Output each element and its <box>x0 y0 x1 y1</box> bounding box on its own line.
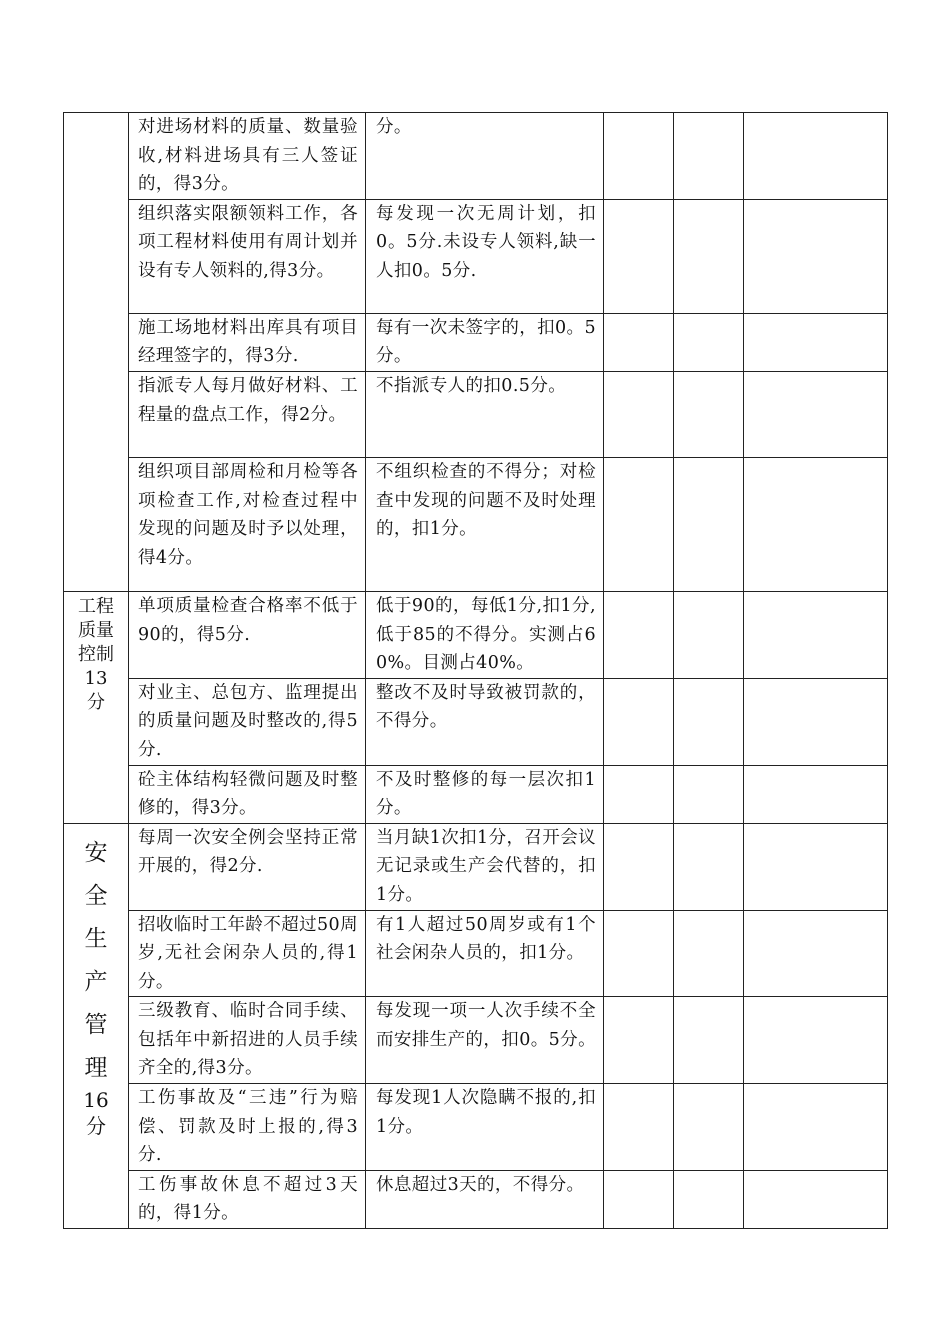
standard-cell: 单项质量检查合格率不低于90的，得5分. <box>129 591 366 678</box>
deduction-cell: 分。 <box>366 113 604 200</box>
remark-cell <box>744 678 888 765</box>
deduction-cell: 每发现1人次隐瞒不报的,扣1分。 <box>366 1084 604 1171</box>
remark-cell <box>744 1084 888 1171</box>
standard-cell: 指派专人每月做好材料、工程量的盘点工作，得2分。 <box>129 371 366 457</box>
table-row <box>64 113 888 200</box>
category-cell-empty <box>64 113 129 592</box>
category-cell-quality <box>64 591 129 823</box>
standard-cell: 组织落实限额领料工作，各项工程材料使用有周计划并设有专人领料的,得3分。 <box>129 199 366 313</box>
standard-cell: 对进场材料的质量、数量验收,材料进场具有三人签证的，得3分。 <box>129 113 366 200</box>
deduction-cell: 当月缺1次扣1分，召开会议无记录或生产会代替的，扣1分。 <box>366 823 604 910</box>
remark-cell <box>744 113 888 200</box>
score-cell <box>604 823 674 910</box>
standard-cell: 施工场地材料出库具有项目经理签字的，得3分. <box>129 313 366 371</box>
score-cell <box>604 371 674 457</box>
remark-cell <box>744 313 888 371</box>
score-cell <box>674 113 744 200</box>
table-row <box>64 591 888 678</box>
remark-cell <box>744 457 888 591</box>
score-cell <box>604 313 674 371</box>
score-cell <box>604 997 674 1084</box>
category-unit: 分 <box>86 1113 106 1138</box>
deduction-cell: 整改不及时导致被罚款的，不得分。 <box>366 678 604 765</box>
score-cell <box>674 997 744 1084</box>
category-label: 质量 <box>78 619 114 641</box>
category-score: 13 <box>84 667 108 689</box>
category-label: 生 <box>84 925 108 952</box>
deduction-cell: 每发现一项一人次手续不全而安排生产的，扣0。5分。 <box>366 997 604 1084</box>
score-cell <box>674 371 744 457</box>
score-cell <box>674 1084 744 1171</box>
standard-cell: 组织项目部周检和月检等各项检查工作,对检查过程中发现的问题及时予以处理，得4分。 <box>129 457 366 591</box>
category-label: 安 <box>84 839 108 866</box>
score-cell <box>674 823 744 910</box>
score-cell <box>604 113 674 200</box>
deduction-cell: 不及时整修的每一层次扣1分。 <box>366 765 604 823</box>
standard-cell: 对业主、总包方、监理提出的质量问题及时整改的,得5分. <box>129 678 366 765</box>
remark-cell <box>744 1170 888 1228</box>
score-cell <box>604 457 674 591</box>
score-cell <box>604 1170 674 1228</box>
table-row <box>64 199 888 313</box>
score-cell <box>674 457 744 591</box>
remark-cell <box>744 371 888 457</box>
deduction-cell: 有1人超过50周岁或有1个社会闲杂人员的，扣1分。 <box>366 910 604 997</box>
table-row <box>64 457 888 591</box>
remark-cell <box>744 823 888 910</box>
remark-cell <box>744 910 888 997</box>
standard-cell: 工伤事故休息不超过3天的，得1分。 <box>129 1170 366 1228</box>
score-cell <box>674 910 744 997</box>
score-cell <box>604 199 674 313</box>
deduction-cell: 休息超过3天的，不得分。 <box>366 1170 604 1228</box>
category-score: 16 <box>83 1087 109 1112</box>
remark-cell <box>744 997 888 1084</box>
category-label: 全 <box>84 882 108 909</box>
deduction-cell: 每有一次未签字的，扣0。5分。 <box>366 313 604 371</box>
score-cell <box>604 765 674 823</box>
deduction-cell: 每发现一次无周计划，扣0。5分.未设专人领料,缺一人扣0。5分. <box>366 199 604 313</box>
table-row <box>64 678 888 765</box>
standard-cell: 每周一次安全例会坚持正常开展的，得2分. <box>129 823 366 910</box>
table-row <box>64 997 888 1084</box>
evaluation-table <box>63 112 888 1229</box>
score-cell <box>604 1084 674 1171</box>
category-label: 管 <box>84 1011 108 1038</box>
category-unit: 分 <box>87 691 105 713</box>
score-cell <box>674 678 744 765</box>
score-cell <box>604 910 674 997</box>
standard-cell: 三级教育、临时合同手续、包括年中新招进的人员手续齐全的,得3分。 <box>129 997 366 1084</box>
score-cell <box>674 313 744 371</box>
table-row <box>64 823 888 910</box>
table-row <box>64 1084 888 1171</box>
standard-cell: 工伤事故及“三违”行为赔偿、罚款及时上报的,得3分. <box>129 1084 366 1171</box>
deduction-cell: 不指派专人的扣0.5分。 <box>366 371 604 457</box>
score-cell <box>674 591 744 678</box>
table-row <box>64 1170 888 1228</box>
score-cell <box>674 1170 744 1228</box>
category-cell-safety <box>64 823 129 1228</box>
deduction-cell: 低于90的，每低1分,扣1分,低于85的不得分。实测占60%。目测占40%。 <box>366 591 604 678</box>
remark-cell <box>744 591 888 678</box>
remark-cell <box>744 199 888 313</box>
category-label: 控制 <box>78 643 114 665</box>
deduction-cell: 不组织检查的不得分；对检查中发现的问题不及时处理的，扣1分。 <box>366 457 604 591</box>
category-label: 产 <box>84 968 108 995</box>
table-row <box>64 910 888 997</box>
table-row <box>64 371 888 457</box>
score-cell <box>674 765 744 823</box>
category-label: 工程 <box>78 595 114 617</box>
remark-cell <box>744 765 888 823</box>
standard-cell: 砼主体结构轻微问题及时整修的，得3分。 <box>129 765 366 823</box>
score-cell <box>604 591 674 678</box>
table-row <box>64 765 888 823</box>
score-cell <box>604 678 674 765</box>
standard-cell: 招收临时工年龄不超过50周岁,无社会闲杂人员的,得1分。 <box>129 910 366 997</box>
category-label: 理 <box>84 1054 108 1081</box>
score-cell <box>674 199 744 313</box>
table-row <box>64 313 888 371</box>
